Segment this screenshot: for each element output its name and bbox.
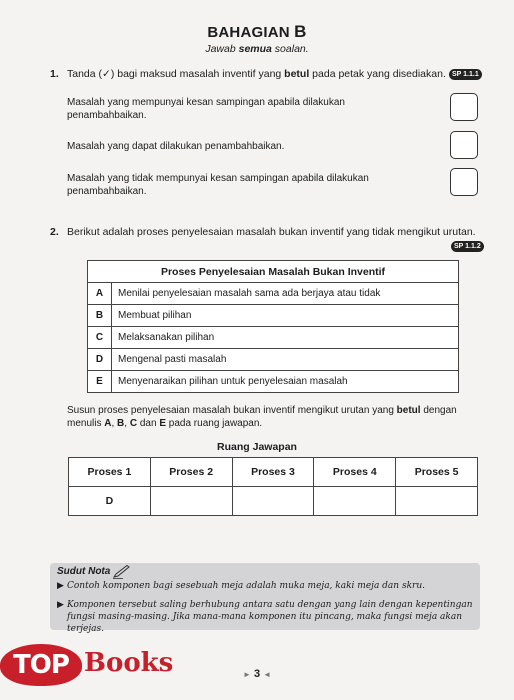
answer-cell-1[interactable]: D <box>69 487 151 516</box>
instr-bold: C <box>129 418 138 429</box>
answer-cell-2[interactable] <box>150 487 232 516</box>
instr-bold: B <box>117 418 125 429</box>
instruction-part: Jawab <box>205 43 239 55</box>
table-row <box>88 371 459 393</box>
question-text-part: Tanda (✓) bagi maksud masalah inventif yang <box>67 68 285 80</box>
instr-part: , <box>111 418 118 429</box>
table-row <box>88 283 459 305</box>
instr-bold: E <box>159 418 166 429</box>
answer-header: Proses 4 <box>314 458 396 487</box>
section-title-text: BAHAGIAN <box>207 24 290 41</box>
sp-tag: SP 1.1.2 <box>451 241 484 252</box>
answer-checkbox-3[interactable] <box>450 168 478 196</box>
answer-table <box>68 457 478 516</box>
section-title <box>0 22 514 42</box>
topbooks-logo <box>0 626 190 700</box>
row-key: D <box>88 349 112 371</box>
row-text: Menyenaraikan pilihan untuk penyelesaian masalah <box>112 371 459 393</box>
question-text: Berikut adalah proses penyelesaian masalah bukan inventif yang tidak mengikut urutan. <box>67 226 476 238</box>
option-1-text: Masalah yang mempunyai kesan sampingan apabila dilakukan penambahbaikan. <box>67 97 345 121</box>
row-text: Mengenal pasti masalah <box>112 349 459 371</box>
arrow-left-icon: ◄ <box>263 670 272 679</box>
page-number-text: 3 <box>253 668 261 680</box>
section-instruction <box>0 43 514 55</box>
answer-space-title: Ruang Jawapan <box>217 441 297 453</box>
instr-part: dengan menulis <box>67 405 457 429</box>
row-text: Membuat pilihan <box>112 305 459 327</box>
logo-top-badge: TOP <box>0 644 82 686</box>
question-1 <box>50 68 490 82</box>
answer-checkbox-2[interactable] <box>450 131 478 159</box>
row-text: Melaksanakan pilihan <box>112 327 459 349</box>
option-3-text: Masalah yang tidak mempunyai kesan sampingan apabila dilakukan penambahbaikan. <box>67 173 369 197</box>
answer-checkbox-1[interactable] <box>450 93 478 121</box>
option-2-text: Masalah yang dapat dilakukan penambahbaikan. <box>67 141 285 152</box>
sp-tag: SP 1.1.1 <box>449 69 482 80</box>
instr-part: dan <box>137 418 160 429</box>
answer-header: Proses 5 <box>396 458 478 487</box>
logo-books-text: Books <box>84 648 174 678</box>
instr-bold: A <box>104 418 112 429</box>
instr-part: , <box>124 418 130 429</box>
bullet-icon: ▶ <box>57 600 64 610</box>
row-key: A <box>88 283 112 305</box>
row-key: C <box>88 327 112 349</box>
pencil-icon <box>113 565 131 579</box>
bullet-icon: ▶ <box>57 581 64 591</box>
process-table-header: Proses Penyelesaian Masalah Bukan Inventif <box>88 261 459 283</box>
ordering-instruction <box>67 404 487 430</box>
table-row <box>88 327 459 349</box>
instruction-part: soalan. <box>271 43 309 55</box>
answer-cell-3[interactable] <box>232 487 314 516</box>
question-text <box>67 68 446 80</box>
instr-bold: betul <box>396 405 421 416</box>
question-text-bold: betul <box>284 68 310 80</box>
note-title: Sudut Nota <box>57 566 111 577</box>
row-key: B <box>88 305 112 327</box>
table-row <box>88 305 459 327</box>
arrow-right-icon: ► <box>242 670 251 679</box>
row-key: E <box>88 371 112 393</box>
answer-header: Proses 1 <box>69 458 151 487</box>
note-point-text: Komponen tersebut saling berhubung antara satu dengan yang lain dengan kepentingan fungsi masing-masing. Jika mana-mana komponen itu pincang, maka fungsi meja akan terjejas. <box>67 600 473 634</box>
question-2 <box>50 226 490 240</box>
answer-cell-5[interactable] <box>396 487 478 516</box>
answer-header: Proses 2 <box>150 458 232 487</box>
instr-part: Susun proses penyelesaian masalah bukan inventif mengikut urutan yang <box>67 405 397 416</box>
instr-part: pada ruang jawapan. <box>166 418 263 429</box>
row-text: Menilai penyelesaian masalah sama ada berjaya atau tidak <box>112 283 459 305</box>
answer-cell-4[interactable] <box>314 487 396 516</box>
instruction-bold: semua <box>238 43 272 55</box>
process-table <box>87 260 459 393</box>
question-number: 1. <box>50 68 59 80</box>
question-text-part: pada petak yang disediakan. <box>309 68 446 80</box>
note-point-text: Contoh komponen bagi sesebuah meja adalah muka meja, kaki meja dan skru. <box>67 581 425 591</box>
table-row <box>88 349 459 371</box>
answer-header: Proses 3 <box>232 458 314 487</box>
question-number: 2. <box>50 226 59 238</box>
section-letter: B <box>294 22 307 41</box>
